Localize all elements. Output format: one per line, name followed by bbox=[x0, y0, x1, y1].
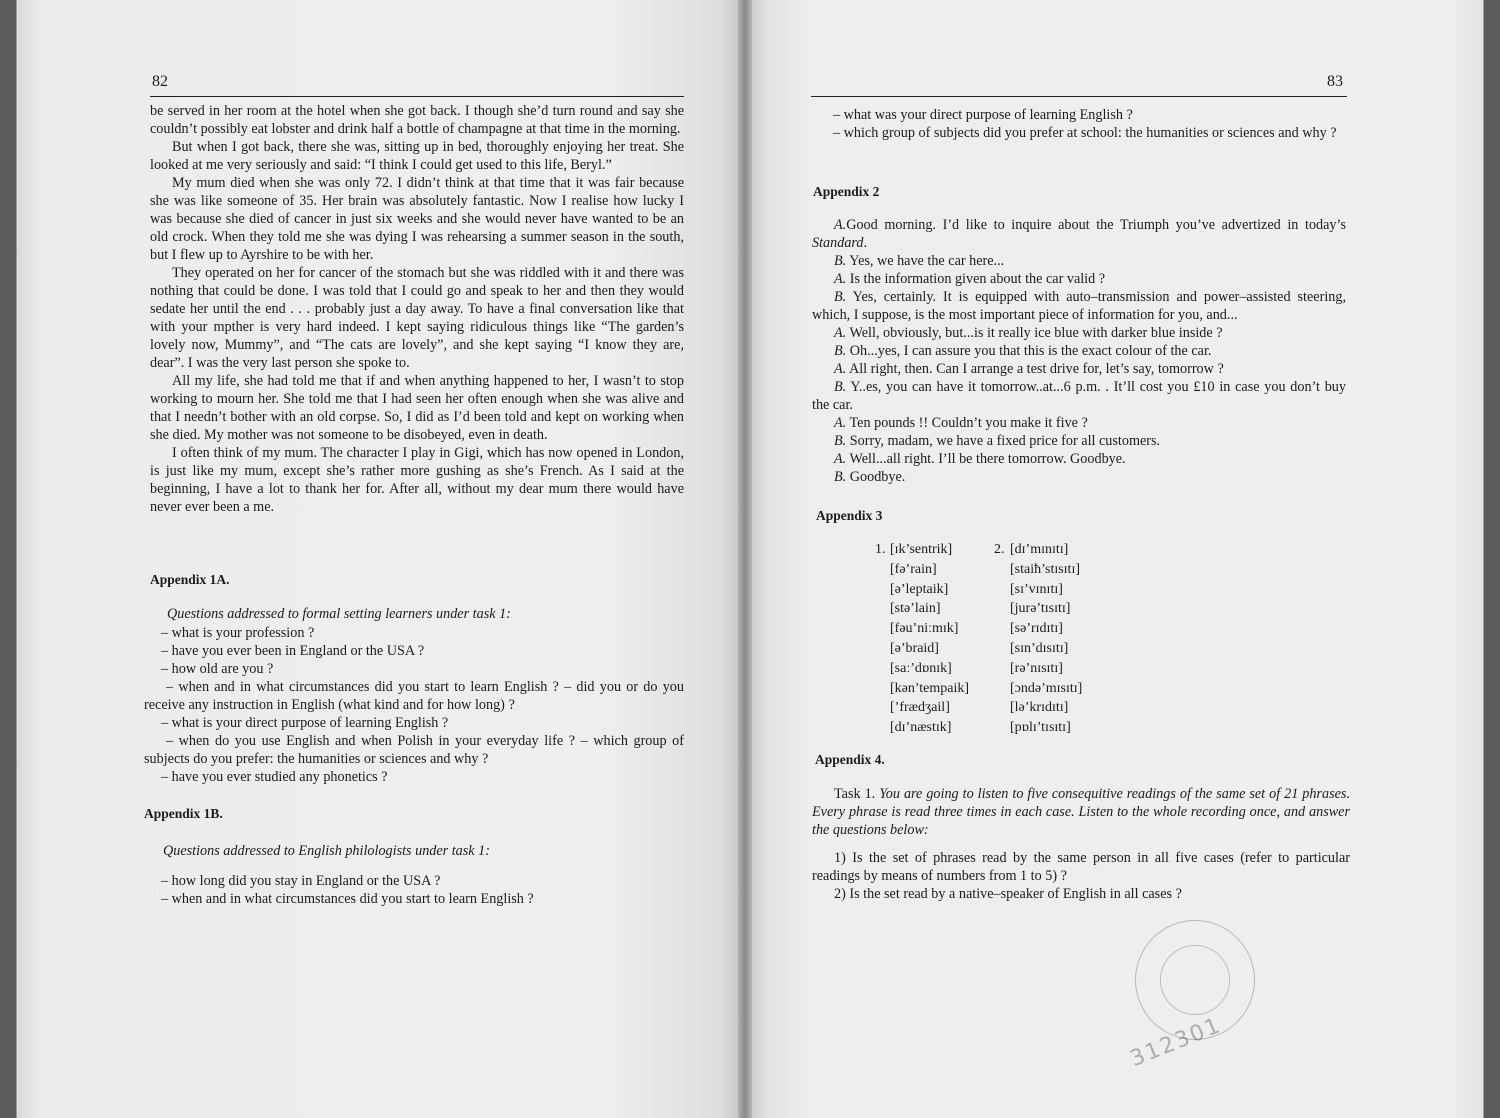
speaker-label: A. bbox=[834, 415, 847, 431]
list-item: – which group of subjects did you prefer at school: the humanities or sciences and why ? bbox=[833, 125, 1337, 141]
appendix-4-heading: Appendix 4. bbox=[815, 752, 885, 767]
dialogue-text: Yes, we have the car here... bbox=[846, 253, 1005, 269]
dialogue-line bbox=[812, 360, 1346, 378]
library-stamp-inner-ring bbox=[1160, 945, 1230, 1015]
paragraph: My mum died when she was only 72. I didn’t think at that time that it was fair because she was like someone of 35. Her brain was absolutely fantastic. Now I realise how lucky I was because she died of cancer in just six weeks and she would never have wanted to be an old crock. When they told me she was dying I was rehearsing a summer season in the south, but I flew up to Ayrshire to be with her. bbox=[150, 175, 684, 263]
task-instructions: You are going to listen to five consequitive readings of the same set of 21 phrases. Every phrase is read three times in each case. Listen to the whole recording once, and answer the questions below: bbox=[812, 786, 1350, 838]
question-item: 1) Is the set of phrases read by the same person in all five cases (refer to particular readings by means of numbers from 1 to 5) ? bbox=[812, 850, 1350, 884]
dialogue-text: Well, obviously, but...is it really ice blue with darker blue inside ? bbox=[846, 325, 1223, 341]
task-paragraph bbox=[812, 785, 1350, 839]
ipa-word: [ɔndə’mɪsɪtɪ] bbox=[1010, 680, 1083, 696]
stamp-number: 312301 bbox=[1126, 1012, 1226, 1073]
appendix-1b-subheading: Questions addressed to English philologists under task 1: bbox=[163, 843, 490, 859]
ipa-word: [sɪn’dɪsɪtɪ] bbox=[1010, 640, 1069, 656]
ipa-word: [ə’braid] bbox=[890, 640, 939, 656]
ipa-word: [’frædʒail] bbox=[890, 700, 950, 716]
speaker-label: A. bbox=[834, 451, 847, 467]
dialogue-text: Oh...yes, I can assure you that this is the exact colour of the car. bbox=[846, 343, 1212, 359]
speaker-label: A. bbox=[834, 325, 847, 341]
dialogue-line bbox=[812, 270, 1346, 288]
ipa-word: [ɪk’sentrik] bbox=[890, 542, 953, 557]
paragraph: But when I got back, there she was, sitting up in bed, thoroughly enjoying her treat. She looked at me very seriously and said: “I think I could get used to this life, Beryl.” bbox=[150, 139, 684, 173]
appendix-4-questions bbox=[812, 849, 1350, 903]
ipa-word: [pɒlɪ’tɪsɪtɪ] bbox=[1010, 720, 1071, 736]
speaker-label: B. bbox=[834, 253, 847, 269]
right-header-rule bbox=[811, 96, 1347, 97]
ipa-word: [rə’nɪsɪtɪ] bbox=[1010, 660, 1063, 676]
list-item: – have you ever been in England or the USA ? bbox=[161, 643, 425, 659]
list-item: – how old are you ? bbox=[161, 661, 274, 677]
dialogue-text: Well...all right. I’ll be there tomorrow. Goodbye. bbox=[846, 451, 1126, 467]
appendix-3-heading: Appendix 3 bbox=[816, 508, 883, 523]
speaker-label: A. bbox=[834, 217, 847, 233]
dialogue-line bbox=[812, 252, 1346, 270]
dialogue-text: Y..es, you can have it tomorrow..at...6 p.m. . It’ll cost you £10 in case you don’t buy the car. bbox=[812, 379, 1346, 413]
ipa-word: [ə’leptaik] bbox=[890, 581, 949, 597]
list-item: – what is your direct purpose of learning English ? bbox=[161, 715, 449, 731]
ipa-word: [stə’lain] bbox=[890, 601, 941, 617]
speaker-label: B. bbox=[834, 433, 847, 449]
ipa-word: [fəu’niːmɪk] bbox=[890, 621, 959, 637]
ipa-column-1 bbox=[890, 540, 969, 738]
speaker-label: B. bbox=[834, 379, 847, 395]
speaker-label: A. bbox=[834, 361, 847, 377]
dialogue-line bbox=[812, 288, 1346, 324]
ipa-column-1-label: 1. bbox=[875, 542, 886, 557]
right-page bbox=[748, 0, 1500, 1118]
dialogue-line bbox=[812, 342, 1346, 360]
list-item: – when and in what circumstances did you start to learn English ? bbox=[161, 891, 534, 907]
ipa-column-2-label: 2. bbox=[994, 542, 1005, 557]
task-label: Task 1. bbox=[834, 786, 880, 802]
ipa-word: [jurə’tɪsɪtɪ] bbox=[1010, 601, 1071, 617]
dialogue-line bbox=[812, 450, 1346, 468]
dialogue-line bbox=[812, 378, 1346, 414]
dialogue-text: Sorry, madam, we have a fixed price for all customers. bbox=[846, 433, 1161, 449]
dialogue-text: Is the information given about the car valid ? bbox=[846, 271, 1106, 287]
appendix-4-task bbox=[812, 785, 1350, 839]
paragraph: be served in her room at the hotel when she got back. I though she’d turn round and say she couldn’t possibly eat lobster and drink half a bottle of champagne at that time in the morning. bbox=[150, 103, 684, 137]
dialogue-text: Yes, certainly. It is equipped with auto–transmission and power–assisted steering, which, I suppose, is the most important piece of information for you, and... bbox=[812, 289, 1346, 323]
dialogue-line bbox=[812, 432, 1346, 450]
speaker-label: B. bbox=[834, 289, 847, 305]
appendix-2-heading: Appendix 2 bbox=[813, 184, 880, 199]
appendix-1b-list bbox=[144, 872, 684, 908]
left-page-number: 82 bbox=[152, 73, 168, 90]
paragraph: I often think of my mum. The character I play in Gigi, which has now opened in London, is just like my mum, except she’s rather more gushing as she’s French. As I said at the beginning, I have a lot to thank her for. After all, without my dear mum there would have never ever been a me. bbox=[150, 445, 684, 515]
speaker-label: B. bbox=[834, 343, 847, 359]
list-item: – when do you use English and when Polish in your everyday life ? – which group of subjects do you prefer: the humanities or sciences and why ? bbox=[144, 733, 684, 767]
appendix-1a-subheading: Questions addressed to formal setting learners under task 1: bbox=[167, 606, 511, 622]
dialogue-line bbox=[812, 216, 1346, 252]
dialogue-text-end: . bbox=[863, 235, 868, 251]
appendix-1a-list bbox=[144, 624, 684, 786]
dialogue-line bbox=[812, 414, 1346, 432]
speaker-label: B. bbox=[834, 469, 847, 485]
ipa-word: [kən’tempaik] bbox=[890, 680, 970, 696]
ipa-word: [staiħ’stɪsɪtɪ] bbox=[1010, 561, 1080, 577]
dialogue-text: All right, then. Can I arrange a test drive for, let’s say, tomorrow ? bbox=[846, 361, 1224, 377]
appendix-1b-heading: Appendix 1B. bbox=[144, 806, 223, 821]
list-item: – what is your profession ? bbox=[161, 625, 315, 641]
left-body-text bbox=[150, 102, 684, 516]
dialogue-line bbox=[812, 324, 1346, 342]
paragraph: They operated on her for cancer of the stomach but she was riddled with it and there was nothing that could be done. I was told that I could go and speak to her and then they would sedate her until the end . . . probably just a day away. To have a final conversation like that with your mpther is very hard indeed. I kept saying ridiculous things like “The garden’s lovely now, Mummy”, and “The cats are lovely”, and she kept saying “I know they are, dear”. I was the very last person she spoke to. bbox=[150, 265, 684, 371]
newspaper-title: Standard bbox=[812, 235, 864, 251]
list-item: – how long did you stay in England or the USA ? bbox=[161, 873, 441, 889]
ipa-word: [saː’dɒnɪk] bbox=[890, 660, 952, 676]
dialogue-line bbox=[812, 468, 1346, 486]
ipa-word: [sə’rɪdɪtɪ] bbox=[1010, 621, 1063, 637]
ipa-word: [dɪ’mɪnɪtɪ] bbox=[1010, 542, 1069, 557]
ipa-word: [fə’rain] bbox=[890, 561, 937, 577]
book-gutter bbox=[738, 0, 752, 1118]
list-item: – what was your direct purpose of learning English ? bbox=[833, 107, 1133, 123]
paragraph: All my life, she had told me that if and when anything happened to her, I wasn’t to stop working to mourn her. She told me that I had seen her often enough when she was alive and that I needn’t bother with an old corpse. So, I did as I’d been told and kept on working when she died. My mother was not someone to be disobeyed, even in death. bbox=[150, 373, 684, 443]
dialogue-text: Ten pounds !! Couldn’t you make it five ? bbox=[846, 415, 1088, 431]
speaker-label: A. bbox=[834, 271, 847, 287]
dialogue-text: Good morning. I’d like to inquire about the Triumph you’ve advertized in today’s bbox=[846, 217, 1346, 233]
list-item: – have you ever studied any phonetics ? bbox=[161, 769, 388, 785]
appendix-1a-heading: Appendix 1A. bbox=[150, 572, 230, 587]
question-item: 2) Is the set read by a native–speaker of English in all cases ? bbox=[834, 886, 1182, 902]
continued-list bbox=[811, 106, 1347, 142]
ipa-word: [lə’krɪdɪtɪ] bbox=[1010, 700, 1069, 716]
ipa-word: [dɪ’næstɪk] bbox=[890, 720, 952, 736]
ipa-word: [sɪ’vɪnɪtɪ] bbox=[1010, 581, 1063, 597]
right-page-number: 83 bbox=[1327, 73, 1343, 90]
dialogue-text: Goodbye. bbox=[846, 469, 906, 485]
list-item: – when and in what circumstances did you start to learn English ? – did you or do you receive any instruction in English (what kind and for how long) ? bbox=[144, 679, 684, 713]
ipa-column-2 bbox=[1010, 540, 1082, 738]
appendix-2-dialogue bbox=[812, 216, 1346, 486]
left-header-rule bbox=[150, 96, 684, 97]
